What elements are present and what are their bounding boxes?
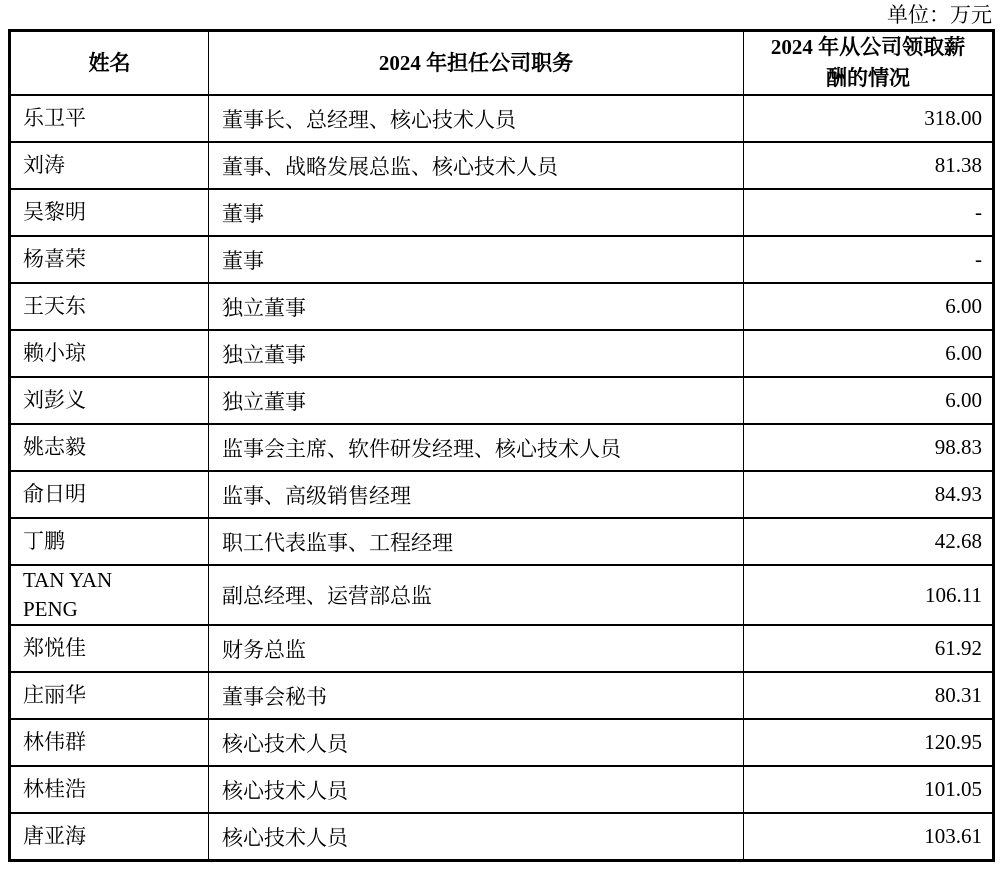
person-name: 王天东 <box>23 294 86 318</box>
table-header <box>10 31 994 96</box>
name-cell <box>10 330 209 377</box>
table-row <box>10 471 994 518</box>
compensation-cell: 6.00 <box>744 377 994 424</box>
name-cell <box>10 424 209 471</box>
compensation-cell: 42.68 <box>744 518 994 565</box>
person-name: 乐卫平 <box>23 106 86 130</box>
name-cell <box>10 766 209 813</box>
person-name: 赖小琼 <box>23 341 86 365</box>
name-cell <box>10 565 209 625</box>
table-row <box>10 719 994 766</box>
position-cell: 董事 <box>209 236 744 283</box>
name-cell <box>10 672 209 719</box>
position-cell: 监事会主席、软件研发经理、核心技术人员 <box>209 424 744 471</box>
table-row <box>10 813 994 861</box>
position-cell: 董事长、总经理、核心技术人员 <box>209 95 744 142</box>
table-row <box>10 625 994 672</box>
position-cell: 职工代表监事、工程经理 <box>209 518 744 565</box>
name-cell <box>10 142 209 189</box>
table-body <box>10 95 994 861</box>
table-row <box>10 565 994 625</box>
name-cell <box>10 471 209 518</box>
compensation-cell: 120.95 <box>744 719 994 766</box>
position-cell: 独立董事 <box>209 330 744 377</box>
compensation-cell: 106.11 <box>744 565 994 625</box>
table-row <box>10 518 994 565</box>
compensation-cell: 81.38 <box>744 142 994 189</box>
name-cell <box>10 189 209 236</box>
position-cell: 监事、高级销售经理 <box>209 471 744 518</box>
person-name: 唐亚海 <box>23 824 86 848</box>
table-row <box>10 95 994 142</box>
column-header-name-label: 姓名 <box>88 50 131 75</box>
position-cell: 董事会秘书 <box>209 672 744 719</box>
table-row <box>10 766 994 813</box>
position-cell: 独立董事 <box>209 377 744 424</box>
name-cell <box>10 518 209 565</box>
position-cell: 核心技术人员 <box>209 766 744 813</box>
position-cell: 核心技术人员 <box>209 719 744 766</box>
position-cell: 董事 <box>209 189 744 236</box>
compensation-cell: 6.00 <box>744 330 994 377</box>
person-name: 林桂浩 <box>23 777 86 801</box>
column-header-position <box>209 31 744 96</box>
person-name: 吴黎明 <box>23 200 86 224</box>
compensation-cell: 318.00 <box>744 95 994 142</box>
name-cell <box>10 377 209 424</box>
compensation-table <box>8 29 995 862</box>
compensation-cell: 101.05 <box>744 766 994 813</box>
column-header-name <box>10 31 209 96</box>
compensation-cell: 103.61 <box>744 813 994 861</box>
name-cell <box>10 813 209 861</box>
table-row <box>10 672 994 719</box>
name-cell <box>10 283 209 330</box>
column-header-compensation <box>744 31 994 96</box>
person-name: 丁鹏 <box>23 529 65 553</box>
compensation-cell: 98.83 <box>744 424 994 471</box>
table-row <box>10 424 994 471</box>
name-cell <box>10 236 209 283</box>
unit-label: 单位：万元 <box>887 3 992 27</box>
name-cell <box>10 719 209 766</box>
person-name: 刘涛 <box>23 153 65 177</box>
position-cell: 独立董事 <box>209 283 744 330</box>
compensation-cell: 61.92 <box>744 625 994 672</box>
header-row <box>10 31 994 96</box>
compensation-cell: 80.31 <box>744 672 994 719</box>
person-name: 俞日明 <box>23 482 86 506</box>
table-row <box>10 236 994 283</box>
person-name: 杨喜荣 <box>23 247 86 271</box>
compensation-cell: - <box>744 236 994 283</box>
table-row <box>10 283 994 330</box>
person-name: 林伟群 <box>23 730 86 754</box>
person-name: 郑悦佳 <box>23 636 86 660</box>
table-row <box>10 330 994 377</box>
table-row <box>10 377 994 424</box>
column-header-position-label: 2024 年担任公司职务 <box>378 50 574 75</box>
position-cell: 董事、战略发展总监、核心技术人员 <box>209 142 744 189</box>
column-header-compensation-label: 2024 年从公司领取薪酬的情况 <box>770 35 966 90</box>
person-name: 刘彭义 <box>23 388 86 412</box>
person-name: 姚志毅 <box>23 435 86 459</box>
position-cell: 副总经理、运营部总监 <box>209 565 744 625</box>
name-cell <box>10 95 209 142</box>
table-row <box>10 189 994 236</box>
position-cell: 财务总监 <box>209 625 744 672</box>
compensation-cell: 6.00 <box>744 283 994 330</box>
position-cell: 核心技术人员 <box>209 813 744 861</box>
table-row <box>10 142 994 189</box>
compensation-cell: - <box>744 189 994 236</box>
person-name: 庄丽华 <box>23 683 86 707</box>
name-cell <box>10 625 209 672</box>
person-name: TAN YAN PENG <box>23 568 113 621</box>
compensation-cell: 84.93 <box>744 471 994 518</box>
